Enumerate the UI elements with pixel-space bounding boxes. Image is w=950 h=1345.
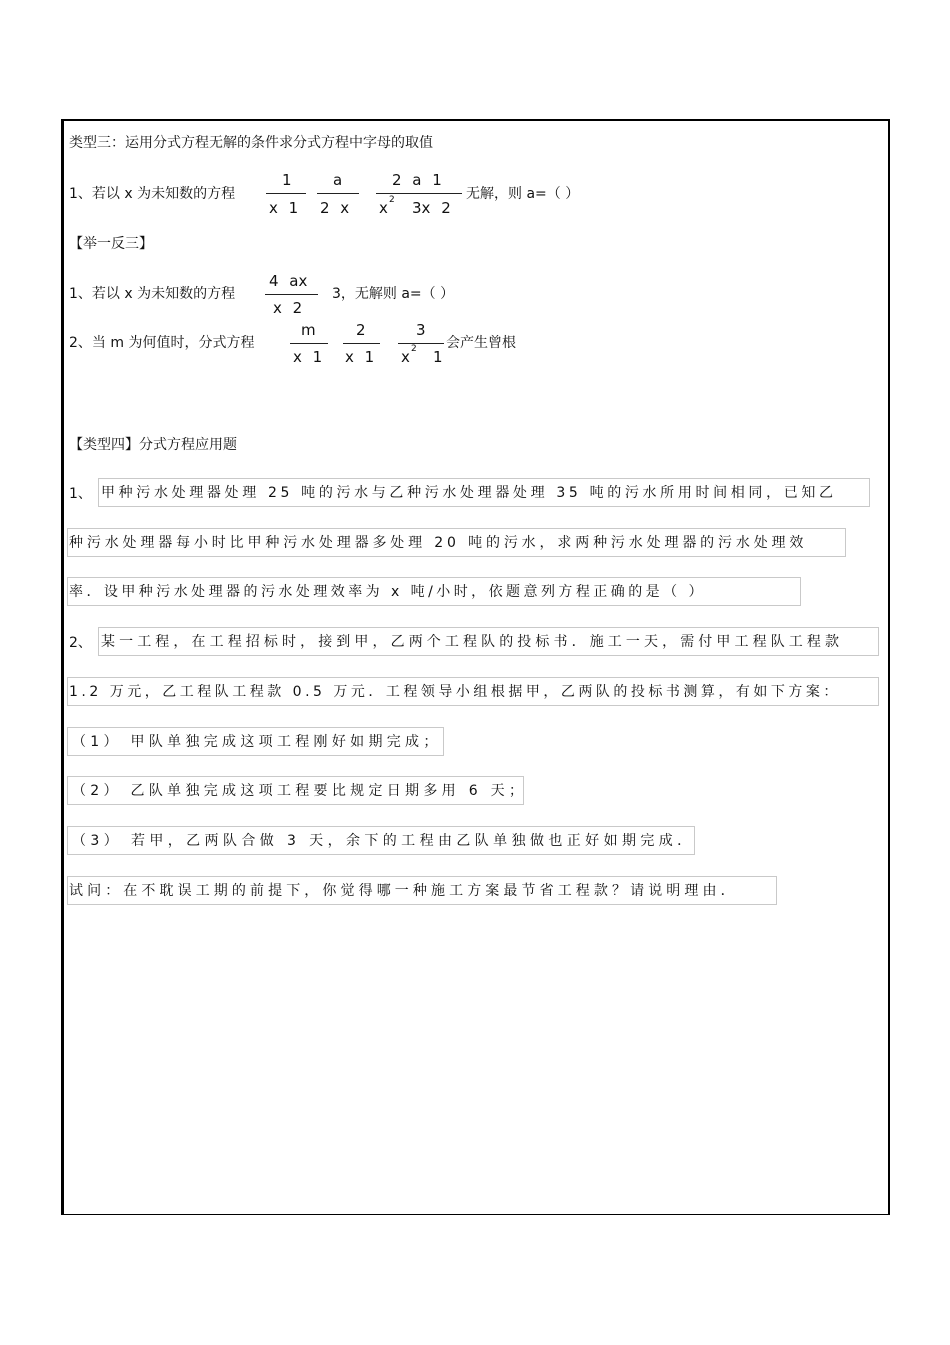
- e2-f2-numerator: 2: [356, 321, 366, 339]
- e2-f1-bar: [290, 343, 328, 344]
- e2-f1-numerator: m: [301, 321, 316, 339]
- p1-line2: 种污水处理器每小时比甲种污水处理器多处理 20 吨的污水，求两种污水处理器的污水处理效: [69, 535, 808, 551]
- e2-f3-numerator: 3: [416, 321, 426, 339]
- e2-f3-exponent: 2: [411, 344, 417, 354]
- type3-heading: 类型三：运用分式方程无解的条件求分式方程中字母的取值: [69, 135, 433, 151]
- q1-prefix: 1、若以 x 为未知数的方程: [69, 186, 236, 202]
- q1-f2-bar: [317, 193, 359, 194]
- e2-f3-den-x: x: [401, 348, 410, 366]
- q1-suffix: 无解，则 a=（ ）: [466, 186, 580, 202]
- e2-f3-bar: [398, 343, 444, 344]
- p2-number: 2、: [69, 635, 92, 651]
- worksheet-box: [61, 119, 890, 1215]
- q1-f1-denominator: x 1: [269, 199, 299, 217]
- e1-denominator: x 2: [273, 299, 303, 317]
- p1-line3: 率．设甲种污水处理器的污水处理效率为 x 吨/小时，依题意列方程正确的是（ ）: [69, 584, 706, 600]
- q1-f3-numerator: 2 a 1: [392, 171, 442, 189]
- p2-option3: （3） 若甲，乙两队合做 3 天，余下的工程由乙队单独做也正好如期完成．: [72, 833, 696, 849]
- e1-bar: [265, 294, 318, 295]
- p2-line1: 某一工程，在工程招标时，接到甲，乙两个工程队的投标书．施工一天，需付甲工程队工程款: [101, 634, 844, 650]
- p2-question: 试问：在不耽误工期的前提下，你觉得哪一种施工方案最节省工程款？请说明理由．: [69, 883, 739, 899]
- q1-f3-bar: [376, 193, 462, 194]
- p2-line2: 1.2 万元，乙工程队工程款 0.5 万元．工程领导小组根据甲，乙两队的投标书测算，有如下方案：: [69, 684, 841, 700]
- e1-suffix: 3，无解则 a=（ ）: [332, 286, 455, 302]
- q1-f3-den-rest: 3x 2: [412, 199, 451, 217]
- p1-number: 1、: [69, 486, 92, 502]
- e1-numerator: 4 ax: [269, 272, 308, 290]
- q1-f3-exponent: 2: [389, 195, 395, 205]
- q1-f2-denominator: 2 x: [320, 199, 350, 217]
- p2-option1: （1） 甲队单独完成这项工程刚好如期完成；: [72, 734, 442, 750]
- q1-f1-numerator: 1: [282, 171, 292, 189]
- extend-label: 【举一反三】: [69, 236, 153, 252]
- e1-prefix: 1、若以 x 为未知数的方程: [69, 286, 236, 302]
- q1-f1-bar: [266, 193, 306, 194]
- q1-f2-numerator: a: [333, 171, 343, 189]
- e2-suffix: 会产生曾根: [446, 335, 516, 351]
- p2-option2: （2） 乙队单独完成这项工程要比规定日期多用 6 天；: [72, 783, 528, 799]
- p1-line1: 甲种污水处理器处理 25 吨的污水与乙种污水处理器处理 35 吨的污水所用时间相同，已知乙: [101, 485, 837, 501]
- e2-prefix: 2、当 m 为何值时，分式方程: [69, 335, 255, 351]
- e2-f1-denominator: x 1: [293, 348, 323, 366]
- e2-f3-den-rest: 1: [433, 348, 443, 366]
- e2-f2-bar: [343, 343, 380, 344]
- e2-f2-denominator: x 1: [345, 348, 375, 366]
- type4-heading: 【类型四】分式方程应用题: [69, 437, 237, 453]
- q1-f3-den-x: x: [379, 199, 388, 217]
